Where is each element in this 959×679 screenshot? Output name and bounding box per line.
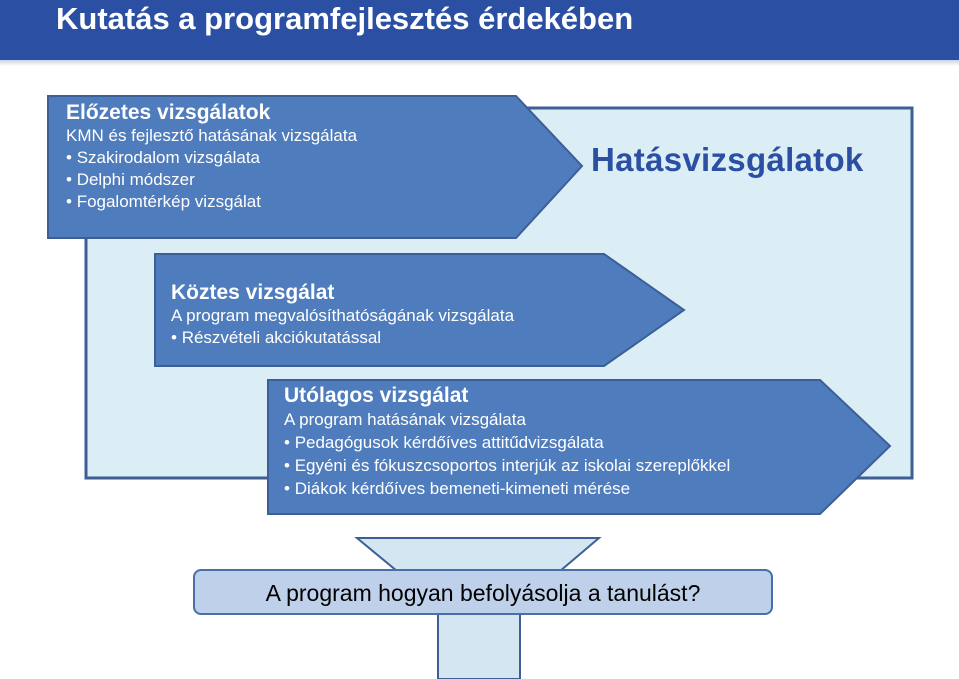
stage-3-bullet: • Egyéni és fókuszcsoportos interjúk az iskolai szereplőkkel: [284, 456, 731, 475]
stage-1-subtitle: KMN és fejlesztő hatásának vizsgálata: [66, 126, 358, 145]
stage-1-bullet: • Delphi módszer: [66, 170, 195, 189]
stage-3-bullet: • Diákok kérdőíves bemeneti-kimeneti mérése: [284, 479, 631, 498]
stage-1-heading: Előzetes vizsgálatok: [66, 101, 271, 124]
stage-3-bullet: • Pedagógusok kérdőíves attitűdvizsgálata: [284, 433, 604, 452]
stage-3-text: [284, 383, 730, 500]
stage-1-bullet: • Szakirodalom vizsgálata: [66, 148, 260, 167]
stage-1-text: [66, 100, 357, 213]
stage-1-bullet: • Fogalomtérkép vizsgálat: [66, 192, 261, 211]
stage-3-heading: Utólagos vizsgálat: [284, 384, 469, 407]
stage-3-subtitle: A program hatásának vizsgálata: [284, 410, 526, 429]
page-title: Kutatás a programfejlesztés érdekében: [56, 1, 634, 36]
impact-studies-label: Hatásvizsgálatok: [591, 141, 864, 178]
stage-2-text: [171, 280, 514, 349]
question-text: A program hogyan befolyásolja a tanulást?: [265, 580, 701, 606]
question-box: [193, 569, 773, 615]
stage-2-heading: Köztes vizsgálat: [171, 281, 335, 304]
stage-2-subtitle: A program megvalósíthatóságának vizsgálata: [171, 306, 515, 325]
stage-2-bullet: • Részvételi akciókutatással: [171, 328, 382, 347]
